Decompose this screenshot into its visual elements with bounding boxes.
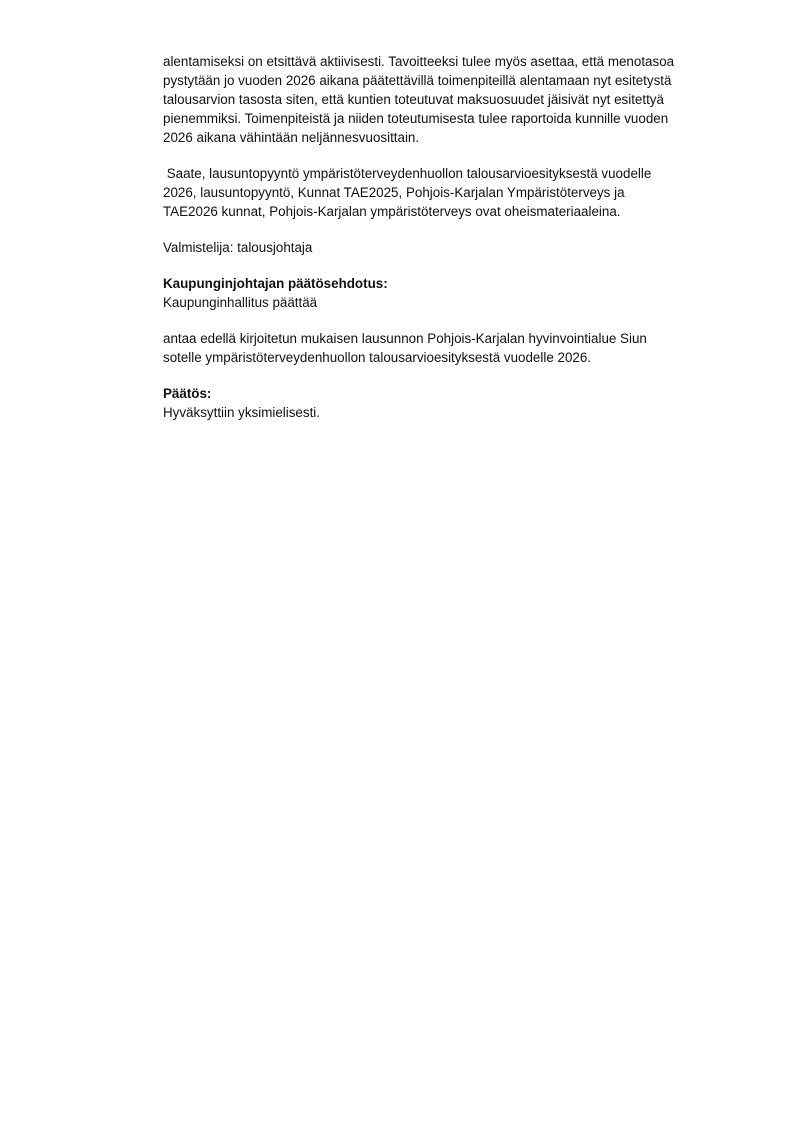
text-line: TAE2026 kunnat, Pohjois-Karjalan ympäristöterveys ovat oheismateriaaleina.: [163, 204, 621, 219]
spacer: [163, 367, 733, 384]
proposal-text: Kaupunginhallitus päättää: [163, 295, 318, 310]
proposal-heading: Kaupunginjohtajan päätösehdotus:: [163, 276, 388, 291]
text-line: sotelle ympäristöterveydenhuollon talousarvioesityksestä vuodelle 2026.: [163, 350, 592, 365]
paragraph-budget-reduction: [163, 52, 733, 147]
decision-text: Hyväksyttiin yksimielisesti.: [163, 405, 320, 420]
preparer-text: Valmistelija: talousjohtaja: [163, 240, 313, 255]
decision-section: [163, 384, 733, 422]
spacer: [163, 257, 733, 274]
spacer: [163, 147, 733, 164]
decision-heading: Päätös:: [163, 386, 212, 401]
proposal-section: [163, 274, 733, 312]
text-line: antaa edellä kirjoitetun mukaisen lausunnon Pohjois-Karjalan hyvinvointialue Siun: [163, 331, 647, 346]
paragraph-statement: [163, 329, 733, 367]
text-line: 2026 aikana vähintään neljännesvuosittain.: [163, 130, 420, 145]
text-line: pystytään jo vuoden 2026 aikana päätettävillä toimenpiteillä alentamaan nyt esitetystä: [163, 73, 672, 88]
spacer: [163, 312, 733, 329]
preparer-line: [163, 238, 733, 257]
text-line: Saate, lausuntopyyntö ympäristöterveydenhuollon talousarvioesityksestä vuodelle: [163, 166, 652, 181]
document-page: [163, 52, 733, 422]
text-line: alentamiseksi on etsittävä aktiivisesti. Tavoitteeksi tulee myös asettaa, että menotasoa: [163, 54, 675, 69]
paragraph-attachments: [163, 164, 733, 221]
text-line: pienemmiksi. Toimenpiteistä ja niiden toteutumisesta tulee raportoida kunnille vuoden: [163, 111, 669, 126]
spacer: [163, 221, 733, 238]
text-line: talousarvion tasosta siten, että kuntien toteutuvat maksuosuudet jäisivät nyt esitettyä: [163, 92, 664, 107]
text-line: 2026, lausuntopyyntö, Kunnat TAE2025, Pohjois-Karjalan Ympäristöterveys ja: [163, 185, 625, 200]
